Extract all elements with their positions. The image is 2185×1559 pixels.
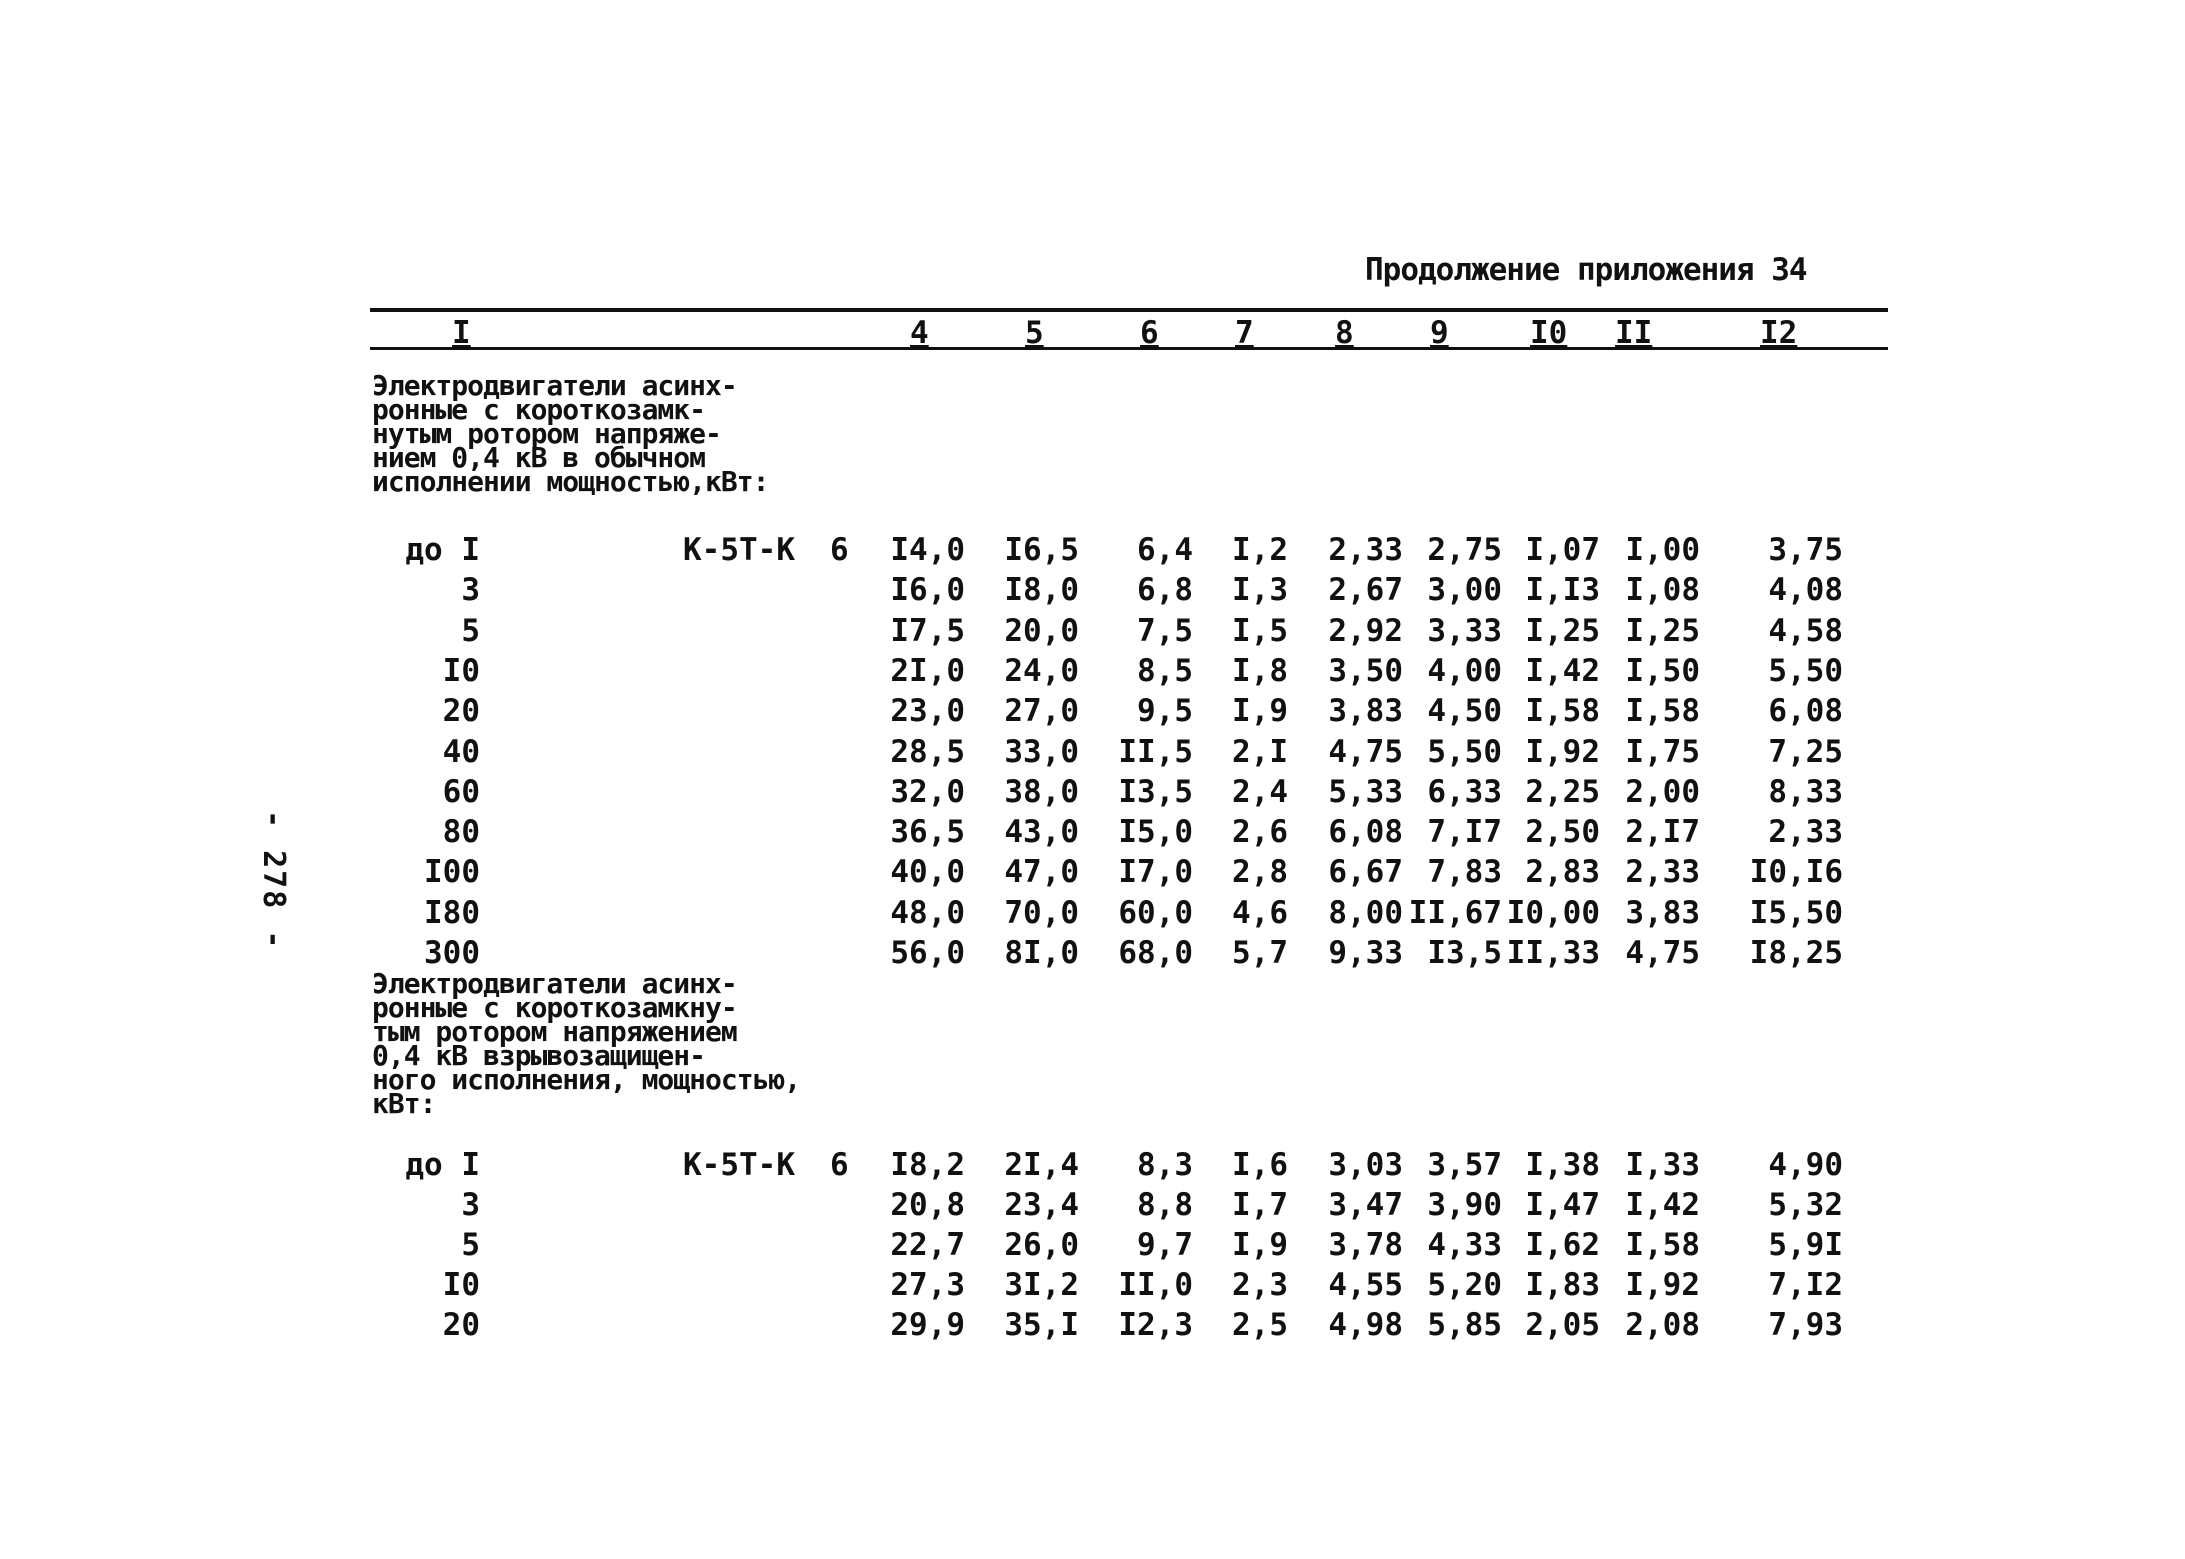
value-cell: 4,75 [1625, 935, 1700, 971]
value-cell: 3,33 [1427, 612, 1502, 649]
power-label-cell: I0 [442, 652, 480, 689]
value-cell: 4,00 [1427, 652, 1502, 689]
value-cell: 2,25 [1525, 773, 1600, 810]
table-row [0, 814, 2185, 854]
value-cell: 7,25 [1768, 733, 1843, 770]
value-cell: I,58 [1625, 1227, 1700, 1263]
power-label-cell: 300 [424, 935, 480, 971]
value-cell: 22,7 [890, 1227, 965, 1263]
value-cell: 7,83 [1427, 854, 1502, 891]
table-row [0, 572, 2185, 612]
value-cell: 2,75 [1427, 532, 1502, 568]
value-cell: I,58 [1625, 693, 1700, 730]
power-label-cell: 40 [442, 733, 480, 770]
value-cell: 38,0 [1004, 773, 1079, 810]
value-cell: 24,0 [1004, 652, 1079, 689]
value-cell: I6,5 [1004, 532, 1079, 568]
power-label-cell: 5 [461, 612, 480, 649]
value-cell: 28,5 [890, 733, 965, 770]
value-cell: 7,5 [1137, 612, 1193, 649]
section-title-explosion-proof [372, 967, 801, 1120]
value-cell: 56,0 [890, 935, 965, 971]
value-cell: I,08 [1625, 572, 1700, 609]
value-cell: I4,0 [890, 532, 965, 568]
value-cell: I6,0 [890, 572, 965, 609]
table-row [0, 1187, 2185, 1227]
value-cell: 4,6 [1232, 894, 1288, 931]
value-cell: 4,08 [1768, 572, 1843, 609]
value-cell: 27,3 [890, 1267, 965, 1303]
section-title-line: кВт: [372, 1087, 436, 1120]
value-cell: 23,4 [1004, 1187, 1079, 1223]
type-cell: К-5Т-К [683, 532, 795, 568]
column-header-5: 5 [1025, 315, 1044, 351]
value-cell: 4,50 [1427, 693, 1502, 730]
value-cell: 4,90 [1768, 1147, 1843, 1183]
column-header-4: 4 [910, 315, 929, 351]
power-label-cell: 60 [442, 773, 480, 810]
value-cell: 3,78 [1328, 1227, 1403, 1263]
value-cell: 6,8 [1137, 572, 1193, 609]
value-cell: 8,00 [1328, 894, 1403, 931]
value-cell: 6,67 [1328, 854, 1403, 891]
value-cell: I,50 [1625, 652, 1700, 689]
section-title-line: ронные с короткозамк- [372, 393, 706, 426]
section-title-line: тым ротором напряжением [372, 1015, 737, 1048]
value-cell: 6,08 [1768, 693, 1843, 730]
value-cell: 3,83 [1328, 693, 1403, 730]
section-title-line: нутым ротором напряже- [372, 417, 721, 450]
value-cell: II,0 [1118, 1267, 1193, 1303]
value-cell: 2,05 [1525, 1307, 1600, 1343]
value-cell: I,33 [1625, 1147, 1700, 1183]
value-cell: 2,67 [1328, 572, 1403, 609]
value-cell: I,2 [1232, 532, 1288, 568]
value-cell: 29,9 [890, 1307, 965, 1343]
value-cell: 8,8 [1137, 1187, 1193, 1223]
value-cell: 5,9I [1768, 1227, 1843, 1263]
value-cell: I,92 [1525, 733, 1600, 770]
type-cell: К-5Т-К [683, 1147, 795, 1183]
value-cell: I,9 [1232, 1227, 1288, 1263]
value-cell: 40,0 [890, 854, 965, 891]
section-title-line: Электродвигатели асинх- [372, 967, 737, 1000]
value-cell: 48,0 [890, 894, 965, 931]
table-row [0, 693, 2185, 733]
column-header-10: I0 [1530, 315, 1568, 351]
value-cell: II,33 [1506, 935, 1600, 971]
value-cell: 5,85 [1427, 1307, 1502, 1343]
table-row [0, 1227, 2185, 1267]
value-cell: 35,I [1004, 1307, 1079, 1343]
value-cell: I,83 [1525, 1267, 1600, 1303]
section-title-line: исполнении мощностью,кВт: [372, 465, 769, 498]
value-cell: I8,25 [1749, 935, 1843, 971]
section-title-line: ронные с короткозамкну- [372, 991, 737, 1024]
value-cell: 9,5 [1137, 693, 1193, 730]
value-cell: I,25 [1625, 612, 1700, 649]
value-cell: I5,50 [1749, 894, 1843, 931]
value-cell: I8,0 [1004, 572, 1079, 609]
value-cell: 2,33 [1328, 532, 1403, 568]
value-cell: II,67 [1408, 894, 1502, 931]
value-cell: I3,5 [1118, 773, 1193, 810]
value-cell: I5,0 [1118, 814, 1193, 851]
value-cell: 23,0 [890, 693, 965, 730]
value-cell: 2,83 [1525, 854, 1600, 891]
value-cell: 68,0 [1118, 935, 1193, 971]
value-cell: II,5 [1118, 733, 1193, 770]
table-row [0, 854, 2185, 894]
value-cell: 2,5 [1232, 1307, 1288, 1343]
value-cell: I,47 [1525, 1187, 1600, 1223]
table-row [0, 774, 2185, 814]
value-cell: 5,50 [1427, 733, 1502, 770]
value-cell: 70,0 [1004, 894, 1079, 931]
value-cell: 20,0 [1004, 612, 1079, 649]
value-cell: I,75 [1625, 733, 1700, 770]
column-header-8: 8 [1335, 315, 1354, 351]
section-title-line: нием 0,4 кВ в обычном [372, 441, 706, 474]
value-cell: 2,I7 [1625, 814, 1700, 851]
value-cell: 47,0 [1004, 854, 1079, 891]
value-cell: 3,83 [1625, 894, 1700, 931]
table-row [0, 935, 2185, 975]
value-cell: 26,0 [1004, 1227, 1079, 1263]
value-cell: 5,20 [1427, 1267, 1502, 1303]
column-header-9: 9 [1430, 315, 1449, 351]
power-label-cell: до I [405, 532, 480, 568]
column-header-11: II [1615, 315, 1653, 351]
power-label-cell: I00 [424, 854, 480, 891]
value-cell: 6,08 [1328, 814, 1403, 851]
value-cell: 4,55 [1328, 1267, 1403, 1303]
value-cell: 2I,4 [1004, 1147, 1079, 1183]
value-cell: I7,5 [890, 612, 965, 649]
value-cell: I0,I6 [1749, 854, 1843, 891]
value-cell: 7,93 [1768, 1307, 1843, 1343]
value-cell: 3,57 [1427, 1147, 1502, 1183]
value-cell: I,9 [1232, 693, 1288, 730]
value-cell: 2,50 [1525, 814, 1600, 851]
value-cell: I,5 [1232, 612, 1288, 649]
value-cell: 3,90 [1427, 1187, 1502, 1223]
value-cell: I,25 [1525, 612, 1600, 649]
column-header-7: 7 [1235, 315, 1254, 351]
value-cell: I,07 [1525, 532, 1600, 568]
value-cell: 5,33 [1328, 773, 1403, 810]
value-cell: I,6 [1232, 1147, 1288, 1183]
coefficient-cell: 6 [830, 1147, 849, 1183]
page-title: Продолжение приложения 34 [1365, 252, 1807, 288]
section-title-line: Электродвигатели асинх- [372, 369, 737, 402]
value-cell: 27,0 [1004, 693, 1079, 730]
value-cell: I,58 [1525, 693, 1600, 730]
table-row [0, 895, 2185, 935]
value-cell: 3,00 [1427, 572, 1502, 609]
coefficient-cell: 6 [830, 532, 849, 568]
value-cell: I,00 [1625, 532, 1700, 568]
power-label-cell: 80 [442, 814, 480, 851]
value-cell: 5,32 [1768, 1187, 1843, 1223]
value-cell: 4,98 [1328, 1307, 1403, 1343]
table-row [0, 1147, 2185, 1187]
table-top-rule [370, 308, 1888, 312]
value-cell: 6,33 [1427, 773, 1502, 810]
value-cell: 7,I2 [1768, 1267, 1843, 1303]
value-cell: 36,5 [890, 814, 965, 851]
value-cell: 43,0 [1004, 814, 1079, 851]
value-cell: 2,4 [1232, 773, 1288, 810]
column-header-6: 6 [1140, 315, 1159, 351]
value-cell: 2,3 [1232, 1267, 1288, 1303]
value-cell: 2,00 [1625, 773, 1700, 810]
section-title-standard [372, 369, 769, 498]
value-cell: 4,58 [1768, 612, 1843, 649]
table-row [0, 613, 2185, 653]
table-row [0, 1267, 2185, 1307]
value-cell: I2,3 [1118, 1307, 1193, 1343]
value-cell: 2,I [1232, 733, 1288, 770]
power-label-cell: до I [405, 1147, 480, 1183]
value-cell: 20,8 [890, 1187, 965, 1223]
value-cell: 9,33 [1328, 935, 1403, 971]
power-label-cell: 3 [461, 572, 480, 609]
value-cell: 2,8 [1232, 854, 1288, 891]
power-label-cell: 3 [461, 1187, 480, 1223]
value-cell: 4,75 [1328, 733, 1403, 770]
column-header-1: I [452, 315, 471, 351]
table-row [0, 1307, 2185, 1347]
value-cell: I8,2 [890, 1147, 965, 1183]
value-cell: 32,0 [890, 773, 965, 810]
value-cell: I,62 [1525, 1227, 1600, 1263]
value-cell: I,92 [1625, 1267, 1700, 1303]
power-label-cell: 5 [461, 1227, 480, 1263]
value-cell: I7,0 [1118, 854, 1193, 891]
power-label-cell: I80 [424, 894, 480, 931]
value-cell: 8,3 [1137, 1147, 1193, 1183]
value-cell: 8,33 [1768, 773, 1843, 810]
value-cell: 3I,2 [1004, 1267, 1079, 1303]
section-title-line: ного исполнения, мощностью, [372, 1063, 801, 1096]
value-cell: I,42 [1525, 652, 1600, 689]
value-cell: I,I3 [1525, 572, 1600, 609]
value-cell: 4,33 [1427, 1227, 1502, 1263]
power-label-cell: I0 [442, 1267, 480, 1303]
table-row [0, 532, 2185, 572]
value-cell: 8,5 [1137, 652, 1193, 689]
section-title-line: 0,4 кВ взрывозащищен- [372, 1039, 706, 1072]
value-cell: 33,0 [1004, 733, 1079, 770]
value-cell: 2I,0 [890, 652, 965, 689]
value-cell: 7,I7 [1427, 814, 1502, 851]
value-cell: 2,33 [1625, 854, 1700, 891]
value-cell: 3,50 [1328, 652, 1403, 689]
value-cell: 8I,0 [1004, 935, 1079, 971]
value-cell: I,42 [1625, 1187, 1700, 1223]
value-cell: 2,33 [1768, 814, 1843, 851]
power-label-cell: 20 [442, 1307, 480, 1343]
value-cell: 3,47 [1328, 1187, 1403, 1223]
value-cell: I3,5 [1427, 935, 1502, 971]
column-header-12: I2 [1760, 315, 1798, 351]
value-cell: I,3 [1232, 572, 1288, 609]
value-cell: 3,75 [1768, 532, 1843, 568]
value-cell: 3,03 [1328, 1147, 1403, 1183]
value-cell: 2,08 [1625, 1307, 1700, 1343]
value-cell: 5,7 [1232, 935, 1288, 971]
power-label-cell: 20 [442, 693, 480, 730]
value-cell: 6,4 [1137, 532, 1193, 568]
value-cell: I,7 [1232, 1187, 1288, 1223]
value-cell: 60,0 [1118, 894, 1193, 931]
page-number: - 278 - [256, 810, 291, 951]
value-cell: I0,00 [1506, 894, 1600, 931]
value-cell: 5,50 [1768, 652, 1843, 689]
table-header-rule [370, 347, 1888, 350]
value-cell: 2,6 [1232, 814, 1288, 851]
value-cell: 9,7 [1137, 1227, 1193, 1263]
value-cell: 2,92 [1328, 612, 1403, 649]
table-row [0, 653, 2185, 693]
value-cell: I,8 [1232, 652, 1288, 689]
table-row [0, 734, 2185, 774]
value-cell: I,38 [1525, 1147, 1600, 1183]
